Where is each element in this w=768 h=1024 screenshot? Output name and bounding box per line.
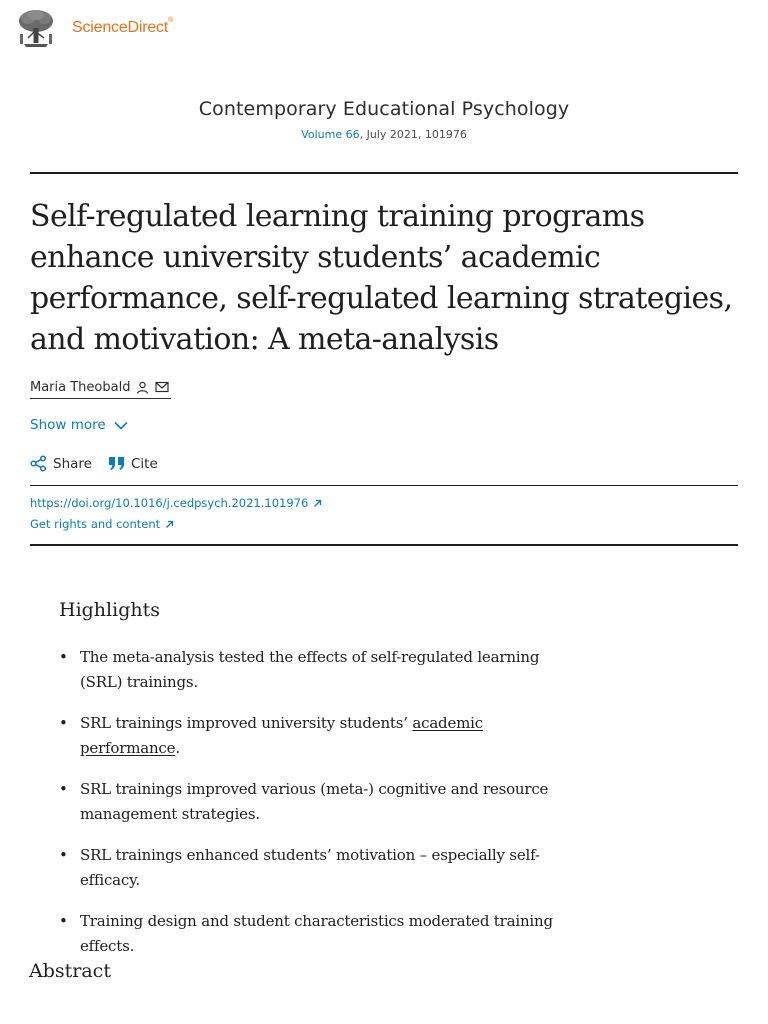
highlight-text: SRL trainings enhanced students’ motivation – especially self-efficacy. bbox=[80, 846, 540, 889]
quote-icon bbox=[108, 456, 125, 471]
highlight-text-end: . bbox=[175, 739, 180, 757]
elsevier-tree-icon[interactable] bbox=[14, 8, 58, 48]
share-label: Share bbox=[53, 455, 92, 472]
highlight-text: SRL trainings improved various (meta-) cognitive and resource management strategies. bbox=[80, 780, 549, 823]
show-more-button[interactable] bbox=[30, 417, 128, 433]
registered-mark: ® bbox=[168, 17, 174, 24]
highlights-heading: Highlights bbox=[59, 599, 160, 621]
abstract-heading: Abstract bbox=[29, 960, 111, 982]
show-more-label: Show more bbox=[30, 417, 106, 433]
academic-performance-link[interactable]: academic performance bbox=[80, 714, 483, 757]
title-divider-top bbox=[30, 172, 738, 174]
external-link-icon bbox=[165, 520, 174, 529]
cite-label: Cite bbox=[130, 455, 158, 472]
highlight-item: • The meta-analysis tested the effects of self-regulated learning (SRL) trainings. bbox=[59, 648, 540, 691]
author-link[interactable] bbox=[30, 376, 171, 399]
brand-name: ScienceDirect bbox=[72, 19, 169, 36]
highlights-list bbox=[59, 645, 579, 975]
rights-text: Get rights and content bbox=[30, 517, 161, 531]
share-button[interactable] bbox=[30, 455, 92, 472]
volume-link[interactable]: Volume 66 bbox=[301, 128, 360, 141]
rights-link[interactable] bbox=[30, 517, 174, 531]
sciencedirect-logo[interactable] bbox=[72, 19, 173, 37]
author-name: Maria Theobald bbox=[30, 379, 131, 395]
top-bar bbox=[0, 0, 768, 60]
highlight-text: SRL trainings improved university students’ bbox=[80, 714, 413, 732]
article-title: Self-regulated learning training programs enhance university students’ academic performance, self-regulated learning strategies, and motivation: A meta-analysis bbox=[30, 199, 733, 357]
highlight-text: The meta-analysis tested the effects of self-regulated learning (SRL) trainings. bbox=[80, 648, 540, 691]
journal-title[interactable]: Contemporary Educational Psychology bbox=[198, 98, 570, 120]
highlight-item: • SRL trainings enhanced students’ motivation – especially self-efficacy. bbox=[59, 846, 540, 889]
share-icon bbox=[30, 455, 47, 472]
issue-details: , July 2021, 101976 bbox=[359, 128, 467, 141]
doi-text: https://doi.org/10.1016/j.cedpsych.2021.101976 bbox=[30, 496, 309, 510]
highlight-item: • Training design and student characteristics moderated training effects. bbox=[59, 912, 553, 955]
journal-meta bbox=[0, 128, 768, 141]
chevron-down-icon bbox=[114, 421, 128, 430]
person-icon bbox=[136, 381, 149, 394]
doi-divider-bottom bbox=[30, 544, 738, 546]
article-actions bbox=[30, 455, 158, 472]
external-link-icon bbox=[313, 499, 322, 508]
highlight-item: • SRL trainings improved various (meta-) cognitive and resource management strategies. bbox=[59, 780, 549, 823]
highlight-text: Training design and student characteristics moderated training effects. bbox=[80, 912, 553, 955]
highlight-item: • SRL trainings improved university students’ academic performance. bbox=[59, 714, 483, 757]
doi-link[interactable] bbox=[30, 496, 322, 510]
doi-divider-top bbox=[30, 485, 738, 486]
envelope-icon bbox=[155, 381, 169, 393]
cite-button[interactable] bbox=[108, 456, 158, 472]
